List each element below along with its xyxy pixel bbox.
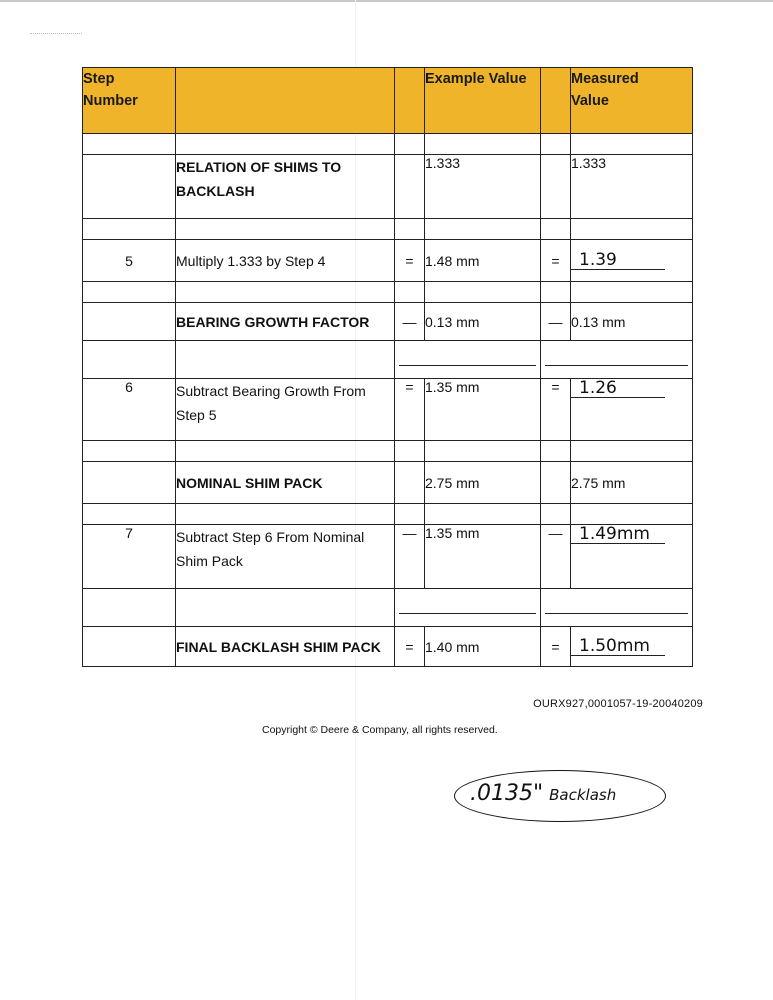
spacer-row (83, 282, 693, 303)
final-op-measured: = (541, 627, 571, 667)
spacer-row (83, 441, 693, 462)
header-measured-line2: Value (571, 93, 609, 109)
step5-example: 1.48 mm (425, 240, 541, 282)
step7-op-example: — (395, 525, 425, 589)
header-example-value: Example Value (425, 68, 541, 134)
spacer-row (83, 134, 693, 155)
step6-op-example: = (395, 379, 425, 441)
table-row-relation (83, 155, 693, 219)
bearing-label: BEARING GROWTH FACTOR (176, 303, 395, 341)
relation-example: 1.333 (425, 155, 541, 219)
spacer-row (83, 504, 693, 525)
step6-op-measured: = (541, 379, 571, 441)
handwritten-note (470, 781, 616, 806)
spacer-row (83, 219, 693, 240)
bearing-op-example: — (395, 303, 425, 341)
subtotal-line-row (83, 341, 693, 379)
step5-measured-handwritten: 1.39 (571, 251, 665, 270)
subtotal-rule-example (399, 365, 536, 366)
total-line-row (83, 589, 693, 627)
table-row-nominal (83, 462, 693, 504)
relation-measured: 1.333 (571, 155, 693, 219)
header-step-number (83, 68, 176, 134)
table-row-step6 (83, 379, 693, 441)
header-description (176, 68, 395, 134)
step5-op-measured: = (541, 240, 571, 282)
step7-number: 7 (83, 525, 176, 589)
scan-speck (30, 33, 82, 37)
step7-label: Subtract Step 6 From Nominal Shim Pack (176, 525, 395, 589)
copyright-notice: Copyright © Deere & Company, all rights reserved. (262, 724, 498, 736)
header-op2 (541, 68, 571, 134)
top-edge-line (0, 0, 773, 2)
step5-op-example: = (395, 240, 425, 282)
nominal-label: NOMINAL SHIM PACK (176, 462, 395, 504)
step6-number: 6 (83, 379, 176, 441)
header-op1 (395, 68, 425, 134)
step5-label: Multiply 1.333 by Step 4 (176, 240, 395, 282)
total-rule-example (399, 613, 536, 614)
final-example: 1.40 mm (425, 627, 541, 667)
bearing-measured: 0.13 mm (571, 303, 693, 341)
step7-measured-handwritten: 1.49mm (571, 525, 665, 544)
note-word: Backlash (549, 786, 617, 804)
bearing-op-measured: — (541, 303, 571, 341)
total-rule-measured (545, 613, 688, 614)
table-row-step5 (83, 240, 693, 282)
step5-number: 5 (83, 240, 176, 282)
step7-example: 1.35 mm (425, 525, 541, 589)
nominal-example: 2.75 mm (425, 462, 541, 504)
table-row-final (83, 627, 693, 667)
step6-measured-handwritten: 1.26 (571, 379, 665, 398)
table-header-row (83, 68, 693, 134)
final-op-example: = (395, 627, 425, 667)
header-measured-line1: Measured (571, 71, 639, 87)
final-label: FINAL BACKLASH SHIM PACK (176, 627, 395, 667)
step6-example: 1.35 mm (425, 379, 541, 441)
nominal-measured: 2.75 mm (571, 462, 693, 504)
final-measured-handwritten: 1.50mm (571, 637, 665, 656)
subtotal-rule-measured (545, 365, 688, 366)
header-measured-value (571, 68, 693, 134)
step6-label: Subtract Bearing Growth From Step 5 (176, 379, 395, 441)
bearing-example: 0.13 mm (425, 303, 541, 341)
note-value: .0135" (470, 781, 544, 806)
header-step-line2: Number (83, 93, 138, 109)
shim-calculation-table (82, 67, 693, 667)
relation-label: RELATION OF SHIMS TO BACKLASH (176, 155, 395, 219)
header-step-line1: Step (83, 71, 115, 87)
document-reference: OURX927,0001057-19-20040209 (533, 698, 703, 710)
table-row-step7 (83, 525, 693, 589)
step7-op-measured: — (541, 525, 571, 589)
table-row-bearing (83, 303, 693, 341)
